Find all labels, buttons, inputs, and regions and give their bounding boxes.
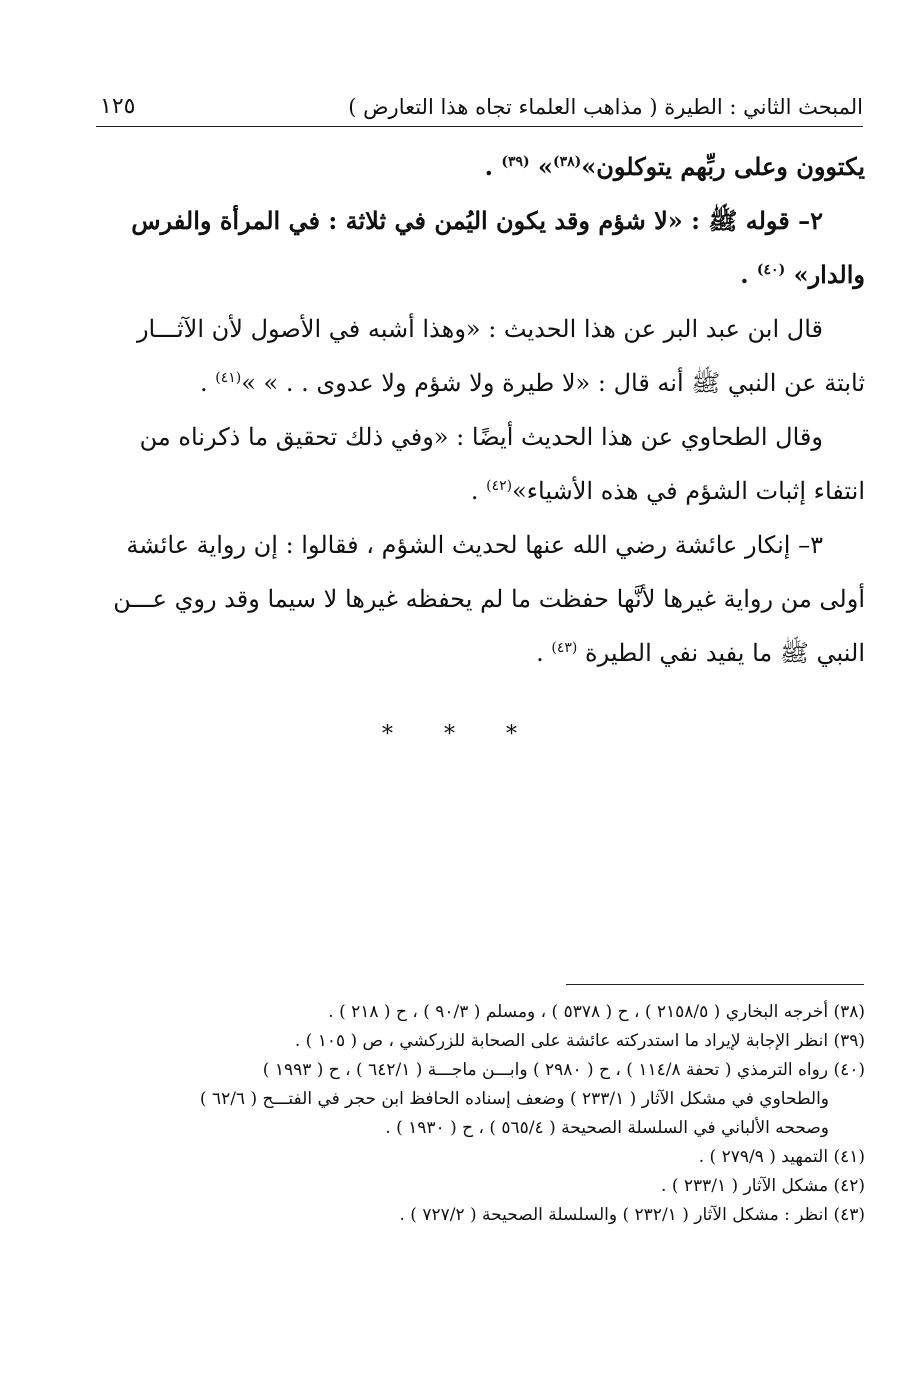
footnote-ref-40: (٤٠)	[756, 262, 786, 278]
page-number: ١٢٥	[100, 94, 136, 119]
text-line-5: ثابتة عن النبي ﷺ أنه قال : «لا طيرة ولا شؤم ولا عدوى . . » »$^{(٤١)}$ .	[199, 369, 865, 397]
footnote-43: (٤٣) انظر : مشكل الآثار ( ٢٣٢/١ ) والسلسلة الصحيحة ( ٧٢٧/٢ ) .	[399, 1205, 865, 1225]
footnote-42: (٤٢) مشكل الآثار ( ٢٣٣/١ ) .	[661, 1176, 865, 1196]
footnote-39: (٣٩) انظر الإجابة لإيراد ما استدركته عائشة على الصحابة للزركشي ، ص ( ١٠٥ ) .	[294, 1031, 865, 1051]
running-header	[96, 88, 863, 127]
text-line-7: انتفاء إثبات الشؤم في هذه الأشياء»$^{(٤٢)}$ .	[470, 477, 865, 505]
footnote-ref-42: (٤٢)	[486, 478, 513, 494]
footnote-ref-43: (٤٣)	[551, 640, 578, 656]
footnote-ref-38: (٣٨)	[552, 154, 582, 170]
footnotes	[96, 998, 865, 1230]
text-line-4: قال ابن عبد البر عن هذا الحديث : «وهذا أشبه في الأصول لأن الآثـــار	[136, 315, 823, 343]
section-separator: * * *	[382, 722, 539, 747]
main-text	[96, 140, 865, 680]
footnote-ref-41: (٤١)	[215, 370, 242, 386]
text-line-3: والدار» $^{(٤٠)}$ .	[740, 260, 865, 289]
footnote-40: (٤٠) رواه الترمذي ( تحفة ١١٤/٨ ) ، ح ( ٢٩٨٠ ) وابـــن ماجـــة ( ٦٤٢/١ ) ، ح ( ١٩٩٣ )	[262, 1060, 865, 1080]
text-line-2: ٢– قوله ﷺ : «لا شؤم وقد يكون اليُمن في ثلاثة : في المرأة والفرس	[131, 206, 823, 235]
text-line-9: أولى من رواية غيرها لأنَّها حفظت ما لم يحفظه غيرها لا سيما وقد روي عـــن	[113, 585, 865, 613]
text-line-10: النبي ﷺ ما يفيد نفي الطيرة $^{(٤٣)}$ .	[536, 639, 865, 667]
text-line-6: وقال الطحاوي عن هذا الحديث أيضًا : «وفي ذلك تحقيق ما ذكرناه من	[139, 423, 823, 451]
text-line-1: يكتوون وعلى ربِّهم يتوكلون»$^{(٣٨)}$» $^{(٣٩)}$ .	[484, 152, 865, 181]
footnote-ref-39: (٣٩)	[501, 154, 530, 170]
footnote-40-cont-2: وصححه الألباني في السلسلة الصحيحة ( ٥٦٥/٤ ) ، ح ( ١٩٣٠ ) .	[385, 1118, 829, 1138]
footnote-rule	[566, 984, 864, 985]
footnote-38: (٣٨) أخرجه البخاري ( ٢١٥٨/٥ ) ، ح ( ٥٣٧٨ ) ، ومسلم ( ٩٠/٣ ) ، ح ( ٢١٨ ) .	[328, 1002, 865, 1022]
footnote-40-cont-1: والطحاوي في مشكل الآثار ( ٢٣٣/١ ) وضعف إسناده الحافظ ابن حجر في الفتـــح ( ٦٢/٦ )	[199, 1089, 829, 1109]
footnote-41: (٤١) التمهيد ( ٢٧٩/٩ ) .	[698, 1147, 865, 1167]
header-title: المبحث الثاني : الطيرة ( مذاهب العلماء تجاه هذا التعارض )	[348, 95, 863, 119]
text-line-8: ٣– إنكار عائشة رضي الله عنها لحديث الشؤم ، فقالوا : إن رواية عائشة	[126, 531, 823, 559]
